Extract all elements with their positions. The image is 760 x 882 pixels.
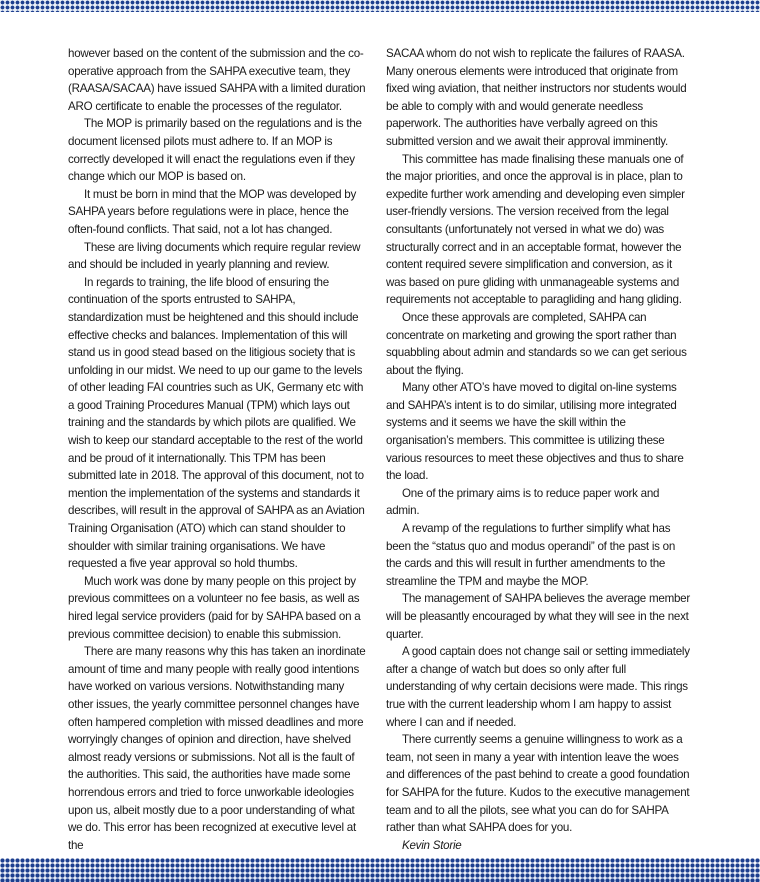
- paragraph: This committee has made finalising these manuals one of the major priorities, and once the approval is in place, plan to expedite further work amending and developing even simpler user-friendly versions. The version received from the legal consultants (unfortunately not versed in what we do) was structurally correct and in an acceptable format, however the content required severe simplification and conversion, as it was based on pure gliding with unmanageable systems and requirements not acceptable to paragliding and hang gliding.: [386, 152, 685, 307]
- top-halftone-band: [0, 0, 760, 12]
- paragraph: Once these approvals are completed, SAHPA can concentrate on marketing and growing the sport rather than squabbling about admin and standards so we can get serious about the flying.: [386, 310, 687, 377]
- paragraph: The management of SAHPA believes the average member will be pleasantly encouraged by what they will see in the next quarter.: [386, 592, 690, 641]
- paragraph: These are living documents which require regular review and should be included in yearly planning and review.: [68, 240, 361, 272]
- bottom-halftone-band: [0, 858, 760, 882]
- paragraph: It must be born in mind that the MOP was developed by SAHPA years before regulations were in place, hence the often-found conflicts. That said, not a lot has changed.: [68, 187, 357, 236]
- paragraph: The MOP is primarily based on the regulations and is the document licensed pilots must adhere to. If an MOP is correctly developed it will enact the regulations even if they change which our MOP is based on.: [68, 117, 362, 184]
- paragraph: however based on the content of the submission and the co-operative approach from the SAHPA executive team, they (RAASA/SACAA) have issued SAHPA with a limited duration ARO certificate to enable the processes of the regulator.: [68, 47, 366, 113]
- paragraph: There currently seems a genuine willingness to work as a team, not seen in many a year with intention leave the woes and differences of the past behind to create a good foundation for SAHPA for the future. Kudos to the executive management team and to all the pilots, see what you can do for SAHPA rather than what SAHPA does for you.: [386, 733, 690, 835]
- author-signature: Kevin Storie: [402, 838, 462, 852]
- paragraph: A revamp of the regulations to further simplify what has been the “status quo and modus operandi” of the past is on the cards and this will result in further amendments to the streamline the TPM and maybe the MOP.: [386, 522, 676, 588]
- paragraph: In regards to training, the life blood of ensuring the continuation of the sports entrusted to SAHPA, standardization must be heightened and this should include effective checks and balances. Implementation of this will stand us in good stead based on the litigious society that is unfolding in our midst. We need to up our game to the levels of other leading FAI countries such as UK, Germany etc with a good Training Procedures Manual (TPM) which lays out training and the standards by which pilots are qualified. We wish to keep our standard acceptable to the rest of the world and be proud of it internationally. This TPM has been submitted late in 2018. The approval of this document, not to mention the implementation of the systems and standards it describes, will result in the approval of SAHPA as an Aviation Training Organisation (ATO) which can stand shoulder to shoulder with similar training organisations. We have requested a five year approval so hold thumbs.: [68, 275, 365, 571]
- paragraph: A good captain does not change sail or setting immediately after a change of watch but does so only after full understanding of why certain decisions were made. This rings true with the current leadership whom I am happy to assist where I can and if needed.: [386, 645, 690, 729]
- paragraph: One of the primary aims is to reduce paper work and admin.: [386, 486, 660, 518]
- right-column: [386, 45, 692, 854]
- left-column: [68, 45, 370, 854]
- paragraph: SACAA whom do not wish to replicate the failures of RAASA. Many onerous elements were introduced that originate from fixed wing aviation, that neither instructors nor students would be able to comply with and would generate needless paperwork. The authorities have verbally agreed on this submitted version and we await their approval imminently.: [386, 47, 687, 148]
- paragraph: Many other ATO’s have moved to digital on-line systems and SAHPA’s intent is to do similar, utilising more integrated systems and it seems we have the skill within the organisation’s members. This committee is utilizing these various resources to meet these objectives and thus to share the load.: [386, 381, 684, 483]
- paragraph: There are many reasons why this has taken an inordinate amount of time and many people with really good intentions have worked on various versions. Notwithstanding many other issues, the yearly committee personnel changes have often hampered completion with missed deadlines and more worryingly changes of opinion and direction, have shelved almost ready versions or submissions. Not all is the fault of the authorities. This said, the authorities have made some horrendous errors and tried to force unworkable ideologies upon us, albeit mostly due to a poor understanding of what we do. This error has been recognized at executive level at the: [68, 645, 366, 852]
- paragraph: Much work was done by many people on this project by previous committees on a volunteer no fee basis, as well as hired legal service providers (paid for by SAHPA based on a previous committee decision) to enable this submission.: [68, 574, 361, 641]
